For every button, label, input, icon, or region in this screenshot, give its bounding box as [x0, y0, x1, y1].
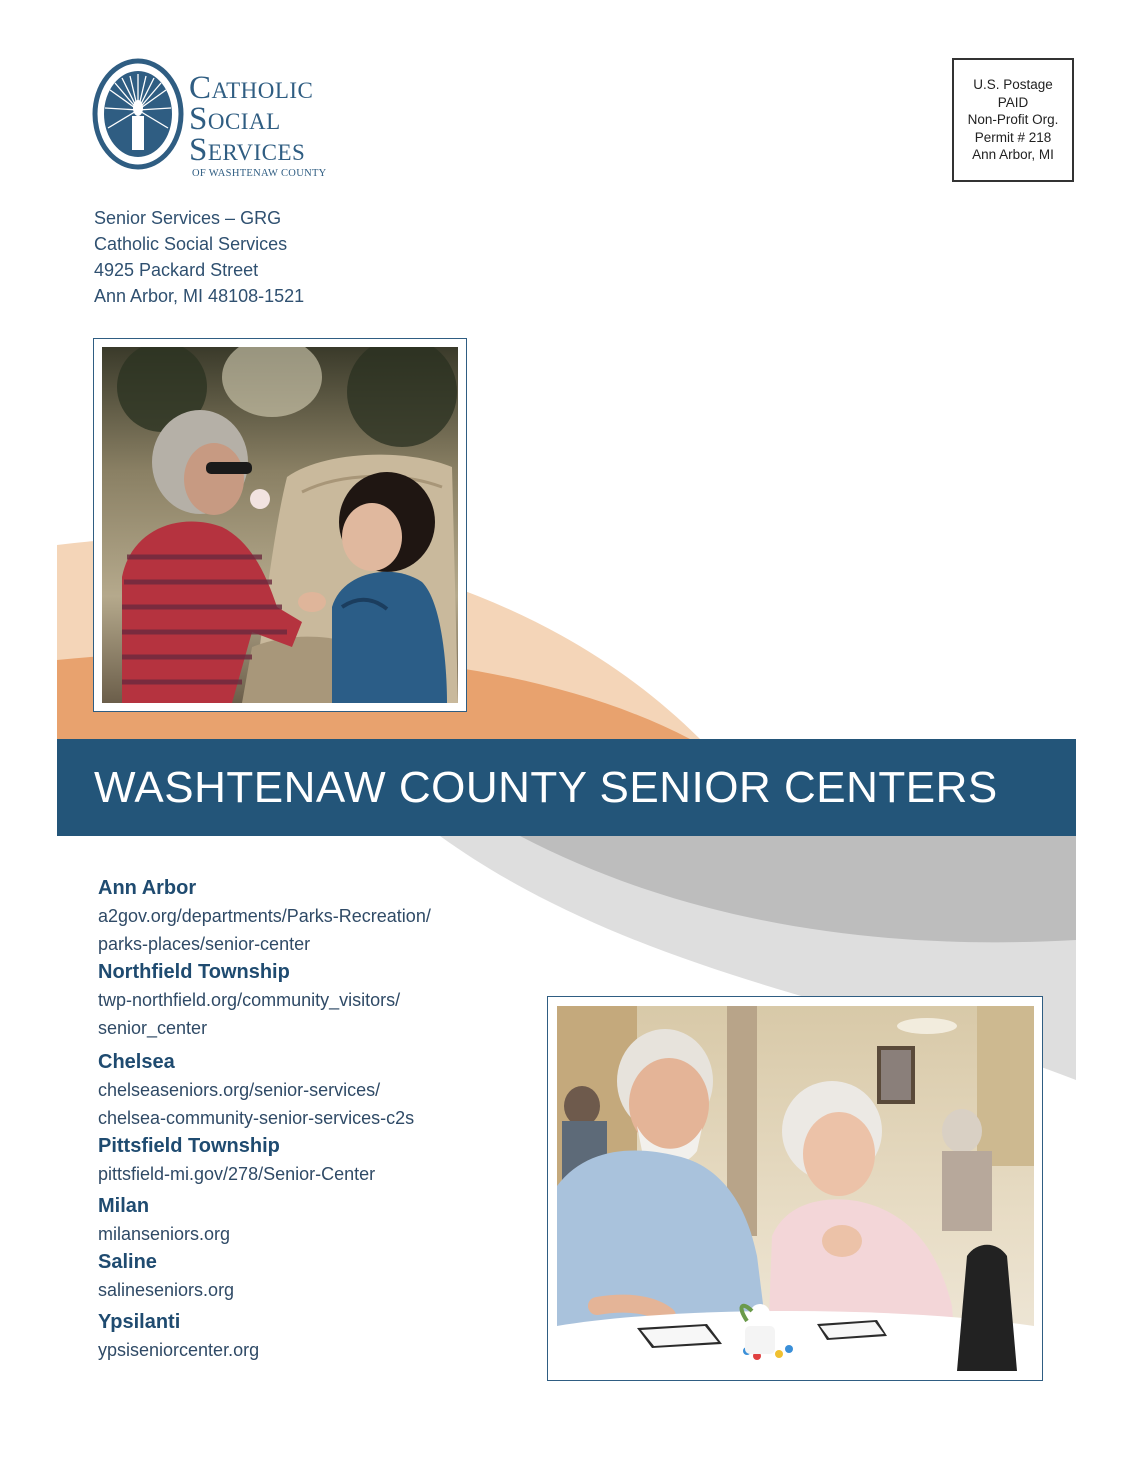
photo-grandmother-child [102, 347, 458, 703]
logo-word-social: Social [189, 101, 281, 137]
postage-line: PAID [997, 94, 1029, 110]
return-address-line: Ann Arbor, MI 48108-1521 [94, 286, 305, 306]
logo-word-services: Services [189, 132, 306, 168]
logo-subline: OF WASHTENAW COUNTY [192, 168, 327, 179]
center-url-line[interactable]: senior_center [98, 1018, 208, 1038]
center-entry [98, 1048, 518, 1132]
center-url-line[interactable]: parks-places/senior-center [98, 934, 311, 954]
center-url-line[interactable]: salineseniors.org [98, 1280, 235, 1300]
postage-line: Non-Profit Org. [967, 112, 1059, 128]
center-entry [98, 874, 518, 958]
center-name: Milan [98, 1195, 150, 1217]
center-entry [98, 1132, 518, 1188]
center-entry [98, 1192, 518, 1248]
center-url-line[interactable]: ypsiseniorcenter.org [98, 1340, 260, 1360]
center-name: Northfield Township [98, 961, 290, 983]
logo-word-catholic: Catholic [189, 70, 314, 106]
banner-title: WASHTENAW COUNTY SENIOR CENTERS [94, 762, 998, 812]
postage-indicia [952, 58, 1074, 182]
center-url-line[interactable]: milanseniors.org [98, 1224, 231, 1244]
center-name: Chelsea [98, 1051, 175, 1073]
center-entry [98, 1248, 518, 1304]
center-name: Ypsilanti [98, 1311, 181, 1333]
center-entry [98, 958, 518, 1042]
photo-seniors-bingo [557, 1006, 1034, 1371]
return-address-line: Senior Services – GRG [94, 208, 282, 228]
return-address [94, 205, 304, 309]
organization-logo [88, 52, 348, 192]
senior-centers-list [98, 874, 518, 1364]
center-name: Ann Arbor [98, 877, 197, 899]
center-name: Pittsfield Township [98, 1135, 280, 1157]
center-url-line[interactable]: chelsea-community-senior-services-c2s [98, 1108, 415, 1128]
postage-line: Permit # 218 [974, 129, 1052, 145]
center-url-line[interactable]: chelseaseniors.org/senior-services/ [98, 1080, 381, 1100]
center-name: Saline [98, 1251, 157, 1273]
candle-sunburst-emblem-icon [92, 58, 184, 170]
center-entry [98, 1308, 518, 1364]
title-banner [57, 739, 1076, 836]
postage-line: U.S. Postage [973, 77, 1053, 93]
return-address-line: 4925 Packard Street [94, 260, 259, 280]
postage-line: Ann Arbor, MI [972, 147, 1054, 163]
return-address-line: Catholic Social Services [94, 234, 288, 254]
center-url-line[interactable]: a2gov.org/departments/Parks-Recreation/ [98, 906, 431, 926]
center-url-line[interactable]: twp-northfield.org/community_visitors/ [98, 990, 401, 1010]
center-url-line[interactable]: pittsfield-mi.gov/278/Senior-Center [98, 1164, 376, 1184]
